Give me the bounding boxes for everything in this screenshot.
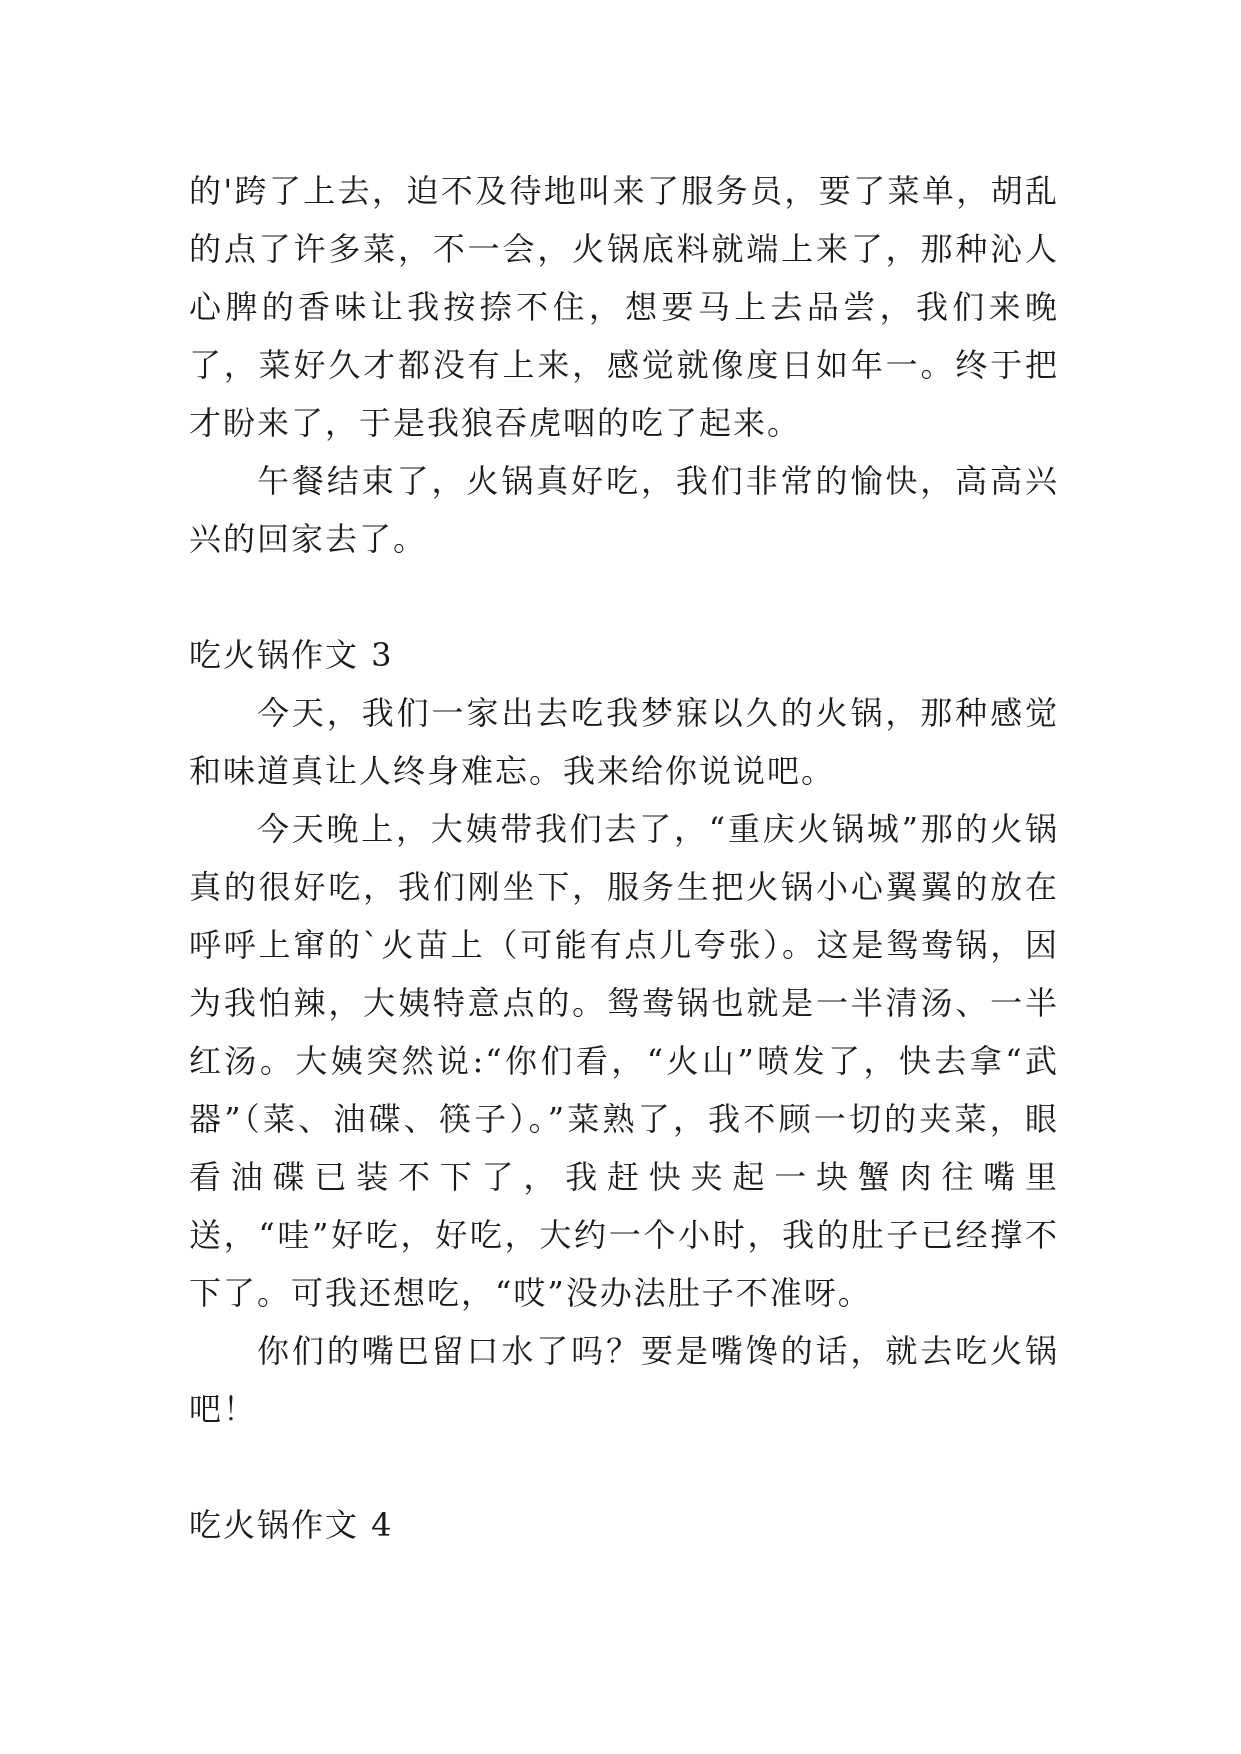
section-title-3: 吃火锅作文 3: [189, 636, 394, 674]
document-body: [189, 162, 1059, 1554]
section-title-4: 吃火锅作文 4: [189, 1506, 394, 1544]
paragraph-intro: 今天，我们一家出去吃我梦寐以久的火锅，那种感觉和味道真让人终身难忘。我来给你说说吧。: [189, 694, 1059, 790]
paragraph-continuation: 的'跨了上去，迫不及待地叫来了服务员，要了菜单，胡乱的点了许多菜，不一会，火锅底料就端上来了，那种沁人心脾的香味让我按捺不住，想要马上去品尝，我们来晚了，菜好久才都没有上来，感觉就像度日如年一。终于把才盼来了，于是我狼吞虎咽的吃了起来。: [189, 172, 1059, 442]
paragraph-hotpot-story: 今天晚上，大姨带我们去了，“重庆火锅城”那的火锅真的很好吃，我们刚坐下，服务生把火锅小心翼翼的放在呼呼上窜的`火苗上（可能有点儿夸张）。这是鸳鸯锅，因为我怕辣，大姨特意点的。鸳鸯锅也就是一半清汤、一半红汤。大姨突然说:“你们看，“火山”喷发了，快去拿“武器”（菜、油碟、筷子）。”菜熟了，我不顾一切的夹菜，眼看油碟已装不下了，我赶快夹起一块蟹肉往嘴里送，“哇”好吃，好吃，大约一个小时，我的肚子已经撑不下了。可我还想吃，“哎”没办法肚子不准呀。: [189, 810, 1059, 1312]
section-spacer: [189, 1438, 1059, 1496]
paragraph-closing: 你们的嘴巴留口水了吗？要是嘴馋的话，就去吃火锅吧！: [189, 1332, 1059, 1428]
paragraph-lunch-end: 午餐结束了，火锅真好吃，我们非常的愉快，高高兴兴的回家去了。: [189, 462, 1059, 558]
section-spacer: [189, 568, 1059, 626]
